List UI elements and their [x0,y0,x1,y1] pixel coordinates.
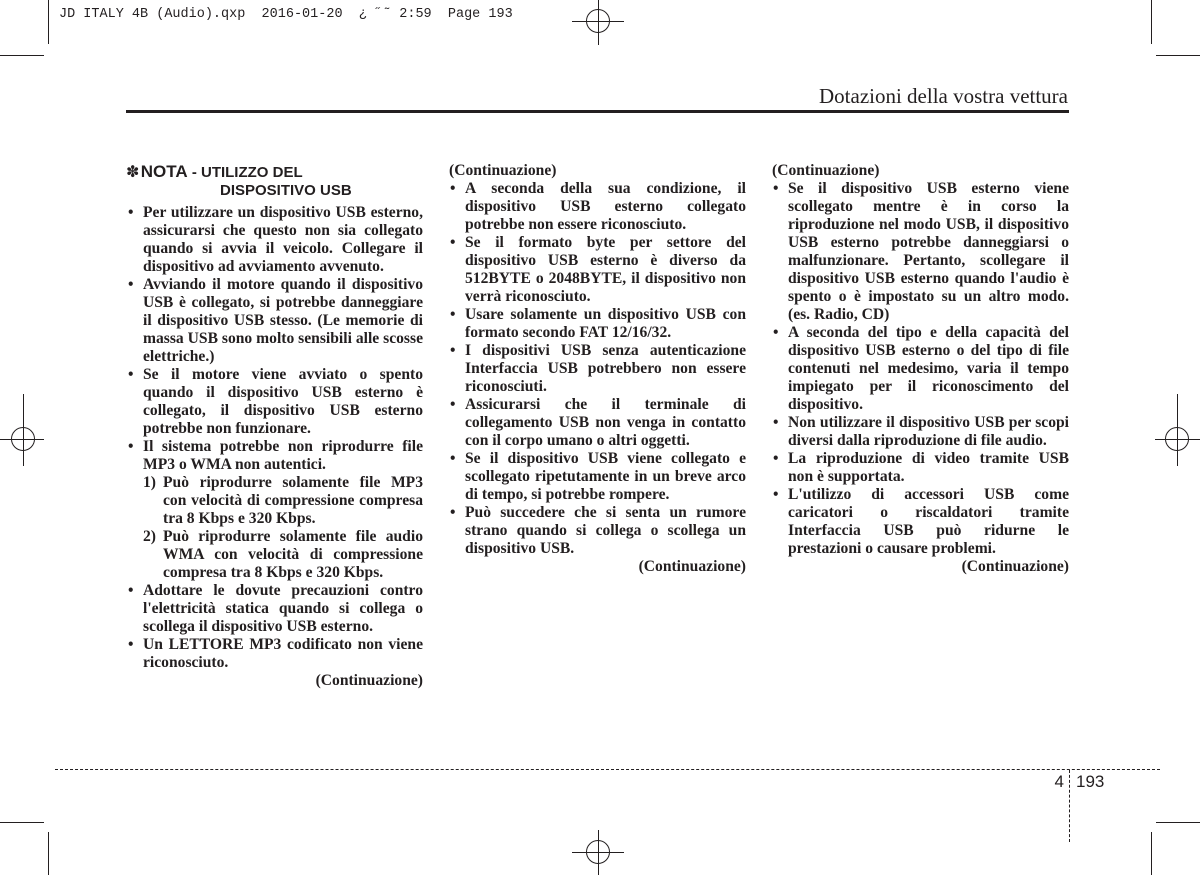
list-item: • Se il dispositivo USB esterno viene scollegato mentre è in corso la riproduzione nel modo USB, il dispositivo USB esterno potrebbe danneggiarsi o malfunzionare. Pertanto, scollegare il dispositivo USB esterno quando l'audio è spento o è impostato su un altro modo. (es. Radio, CD) [772,180,1069,324]
sub-list-text: Può riprodurre solamente file MP3 con velocità di compressione compresa tra 8 Kbps e 320 Kbps. [163,474,423,527]
list-item: • Se il formato byte per settore del dispositivo USB esterno è diverso da 512BYTE o 2048BYTE, il dispositivo non verrà riconosciuto. [449,234,746,306]
list-item: • Se il dispositivo USB viene collegato e scollegato ripetutamente in un breve arco di tempo, si potrebbe rompere. [449,450,746,504]
continuation-header: (Continuazione) [449,162,557,179]
list-item: • Per utilizzare un dispositivo USB esterno, assicurarsi che questo non sia collegato quando si avvia il veicolo. Collegare il dispositivo ad avviamento avvenuto. [127,204,423,276]
nota-title-line1: - UTILIZZO DEL [187,164,303,181]
crop-mark [1151,0,1152,44]
footer-rule [55,769,1160,770]
list-item: • La riproduzione di video tramite USB non è supportata. [772,450,1069,486]
continuation-footer: (Continuazione) [638,558,746,575]
sub-list [127,474,423,582]
crop-mark [1156,822,1200,823]
list-item: • A seconda della sua condizione, il dispositivo USB esterno collegato potrebbe non essere riconosciuto. [449,180,746,234]
list-item: • Può succedere che si senta un rumore strano quando si collega o scollega un dispositivo USB. [449,504,746,558]
list-item: • Usare solamente un dispositivo USB con formato secondo FAT 12/16/32. [449,306,746,342]
list-item: • Avviando il motore quando il dispositivo USB è collegato, si potrebbe danneggiare il dispositivo USB stesso. (Le memorie di massa USB sono molto sensibili alle scosse elettriche.) [127,276,423,366]
nota-heading [126,163,303,182]
crop-mark [0,822,44,823]
list-item-text: Il sistema potrebbe non riprodurre file MP3 o WMA non autentici. [143,438,423,473]
list-item: • Assicurarsi che il terminale di collegamento USB non venga in contatto con il corpo umano o altri oggetti. [449,396,746,450]
list-item: • L'utilizzo di accessori USB come caricatori o riscaldatori tramite Interfaccia USB può ridurne le prestazioni o causare problemi. [772,486,1069,558]
sub-list-number: 1) [143,474,156,491]
list-item: • Un LETTORE MP3 codificato non viene riconosciuto. [127,636,423,672]
sub-list-text: Può riprodurre solamente file audio WMA con velocità di compressione compresa tra 8 Kbps e 320 Kbps. [163,528,423,581]
sub-list-number: 2) [143,528,156,545]
nota-title-line2: DISPOSITIVO USB [220,182,352,199]
continuation-header: (Continuazione) [772,162,880,179]
list-item: • Adottare le dovute precauzioni contro l'elettricità statica quando si collega o scollega il dispositivo USB esterno. [127,582,423,636]
sub-list-item [143,528,423,582]
list-item: • I dispositivi USB senza autenticazione Interfaccia USB potrebbero non essere riconosciuti. [449,342,746,396]
column-3 [772,162,1069,576]
footer-divider [1069,770,1070,842]
section-title: Dotazioni della vostra vettura [819,84,1068,108]
list-item [127,438,423,474]
crop-mark [1156,55,1200,56]
bullet-list [127,582,423,672]
print-header: JD ITALY 4B (Audio).qxp 2016-01-20 ¿ ˝˜ 2:59 Page 193 [59,7,513,22]
column-1 [127,204,423,690]
crop-mark [0,55,44,56]
sub-list-item [143,474,423,528]
header-rule [126,110,1069,113]
column-2 [449,162,746,576]
chapter-number: 4 [1054,772,1064,791]
nota-label: NOTA [140,162,188,181]
page-number: 193 [1076,772,1105,791]
bullet-list [449,180,746,558]
list-item: • A seconda del tipo e della capacità del dispositivo USB esterno o del tipo di file contenuti nel medesimo, varia il tempo impiegato per il riconoscimento del dispositivo. [772,324,1069,414]
bullet-list [127,204,423,474]
continuation-footer: (Continuazione) [315,672,423,689]
asterisk-icon: ✽ [126,164,140,181]
crop-mark [48,832,49,875]
list-item: • Se il motore viene avviato o spento quando il dispositivo USB esterno è collegato, il dispositivo USB esterno potrebbe non funzionare. [127,366,423,438]
bullet-list [772,180,1069,558]
list-item: • Non utilizzare il dispositivo USB per scopi diversi dalla riproduzione di file audio. [772,414,1069,450]
crop-mark [1151,832,1152,875]
crop-mark [48,0,49,44]
continuation-footer: (Continuazione) [961,558,1069,575]
